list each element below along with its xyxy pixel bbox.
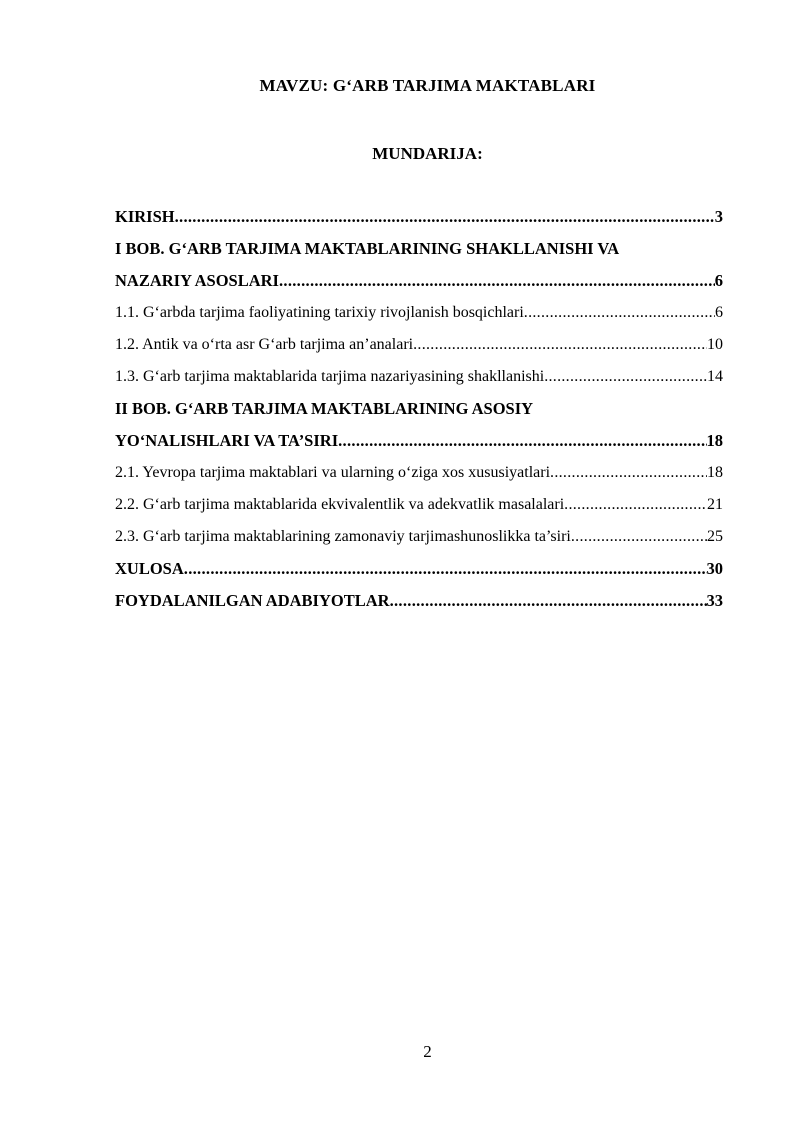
toc-entry-page: 18 [707, 464, 723, 481]
dot-leader [571, 525, 707, 549]
toc-entry-title: 1.1. G‘arbda tarjima faoliyatining tarixiy rivojlanish bosqichlari [115, 304, 524, 321]
toc-entry-page: 30 [706, 559, 723, 578]
toc-entry-2-1[interactable] [115, 461, 723, 493]
toc-entry-2-2[interactable] [115, 493, 723, 525]
page-number: 2 [423, 1042, 432, 1061]
dot-leader [279, 269, 715, 293]
toc-entry-page: 3 [714, 207, 723, 226]
dot-leader [550, 461, 707, 485]
toc-entry-title: FOYDALANILGAN ADABIYOTLAR [115, 591, 390, 610]
toc-entry-kirish[interactable] [115, 205, 723, 237]
dot-leader [544, 365, 707, 389]
table-of-contents [115, 205, 723, 621]
toc-entry-chapter-2-cont[interactable] [115, 429, 723, 461]
toc-entry-title: 1.2. Antik va o‘rta asr G‘arb tarjima an’analari [115, 336, 414, 353]
dot-leader [413, 333, 707, 357]
dot-leader [564, 493, 707, 517]
toc-entry-page: 18 [706, 431, 723, 450]
toc-entry-chapter-2[interactable] [115, 397, 723, 429]
toc-entry-title: 1.3. G‘arb tarjima maktablarida tarjima nazariyasining shakllanishi [115, 368, 545, 385]
toc-entry-chapter-1-cont[interactable] [115, 269, 723, 301]
dot-leader [175, 205, 715, 229]
toc-entry-title: NAZARIY ASOSLARI [115, 271, 279, 290]
toc-entry-title: 2.2. G‘arb tarjima maktablarida ekvivalentlik va adekvatlik masalalari [115, 496, 565, 513]
document-title: MAVZU: G‘ARB TARJIMA MAKTABLARI [259, 76, 596, 95]
toc-entry-page: 6 [714, 271, 723, 290]
toc-entry-title: 2.3. G‘arb tarjima maktablarining zamonaviy tarjimashunoslikka ta’siri [115, 528, 571, 545]
dot-leader [390, 589, 707, 613]
toc-entry-page: 6 [715, 304, 723, 321]
toc-entry-title: KIRISH [115, 207, 175, 226]
toc-heading: MUNDARIJA: [372, 144, 483, 163]
toc-entry-title: I BOB. G‘ARB TARJIMA MAKTABLARINING SHAKLLANISHI VA [115, 239, 620, 258]
toc-entry-1-3[interactable] [115, 365, 723, 397]
toc-entry-title: XULOSA [115, 559, 184, 578]
toc-entry-references[interactable] [115, 589, 723, 621]
toc-entry-title: 2.1. Yevropa tarjima maktablari va ularning o‘ziga xos xususiyatlari [115, 464, 551, 481]
toc-entry-chapter-1[interactable] [115, 237, 723, 269]
dot-leader [184, 557, 707, 581]
toc-entry-2-3[interactable] [115, 525, 723, 557]
toc-entry-title: II BOB. G‘ARB TARJIMA MAKTABLARINING ASOSIY [115, 399, 534, 418]
toc-entry-page: 14 [707, 368, 723, 385]
dot-leader [338, 429, 706, 453]
toc-entry-page: 33 [706, 591, 723, 610]
toc-entry-page: 10 [707, 336, 723, 353]
toc-entry-1-2[interactable] [115, 333, 723, 365]
toc-entry-page: 21 [707, 496, 723, 513]
toc-entry-page: 25 [707, 528, 723, 545]
toc-entry-xulosa[interactable] [115, 557, 723, 589]
toc-entry-title: YO‘NALISHLARI VA TA’SIRI [115, 431, 339, 450]
toc-entry-1-1[interactable] [115, 301, 723, 333]
dot-leader [524, 301, 715, 325]
